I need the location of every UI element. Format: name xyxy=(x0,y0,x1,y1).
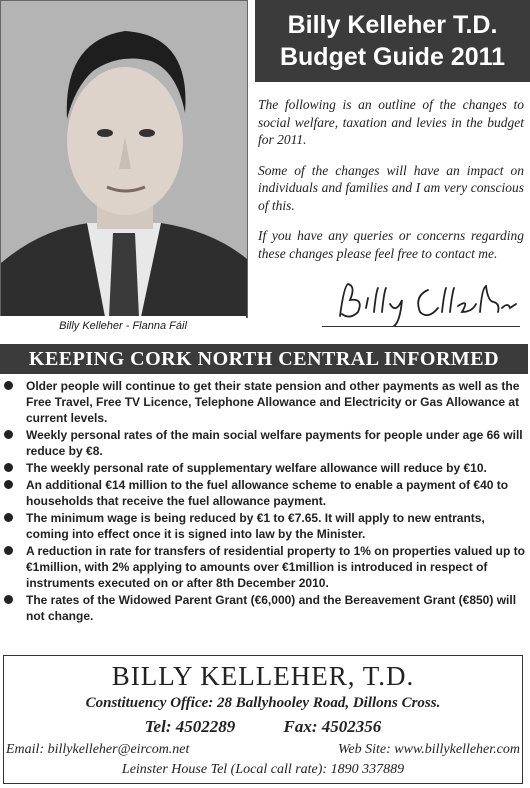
list-item-text: A reduction in rate for transfers of residential property to 1% on properties valued up to €1million, with 2% applying to amounts over €1million is introduced in respect of instruments executed on or after 8th December 2010. xyxy=(26,544,525,590)
list-item-text: Weekly personal rates of the main social welfare payments for people under age 66 will reduce by €8. xyxy=(26,428,523,458)
leinster-house-phone: Leinster House Tel (Local call rate): 1890 337889 xyxy=(121,762,405,777)
list-item-text: The minimum wage is being reduced by €1 to €7.65. It will apply to new entrants, coming into effect once it is signed into law by the Minister. xyxy=(26,511,485,541)
footer-name: BILLY KELLEHER, T.D. xyxy=(111,661,415,691)
email-address[interactable]: Email: billykelleher@eircom.net xyxy=(6,742,190,757)
intro-paragraph: The following is an outline of the changes to social welfare, taxation and levies in the budget for 2011. xyxy=(258,97,524,147)
list-item-text: An additional €14 million to the fuel allowance scheme to enable a payment of €40 to households that receive the fuel allowance payment. xyxy=(26,478,509,508)
title-line-1: Billy Kelleher T.D. xyxy=(287,11,498,39)
list-item-text: The weekly personal rate of supplementary welfare allowance will reduce by €10. xyxy=(26,461,487,475)
list-item-text: Older people will continue to get their state pension and other payments as well as the Free Travel, Free TV Licence, Telephone Allowance and Electricity or Gas Allowance at current levels. xyxy=(26,379,520,425)
bullet-icon xyxy=(4,480,13,489)
list-item xyxy=(4,460,526,476)
list-item xyxy=(4,543,526,591)
photo-caption: Billy Kelleher - Flanna Fáil xyxy=(0,316,246,336)
online-contacts xyxy=(4,740,522,760)
portrait-photo xyxy=(0,0,248,318)
list-item-text: The rates of the Widowed Parent Grant (€6,000) and the Bereavement Grant (€850) will not change. xyxy=(26,593,517,623)
telephone: Tel: 4502289 xyxy=(144,717,236,736)
website-link[interactable]: Web Site: www.billykelleher.com xyxy=(338,742,520,757)
bullet-icon xyxy=(4,513,13,522)
guide-title xyxy=(255,0,530,82)
bullet-icon xyxy=(4,381,13,390)
bullet-icon xyxy=(4,463,13,472)
list-item xyxy=(4,510,526,542)
phone-numbers xyxy=(4,714,522,740)
signature-line xyxy=(322,326,520,327)
contact-footer xyxy=(3,655,523,784)
fax: Fax: 4502356 xyxy=(283,717,382,736)
bullet-icon xyxy=(4,430,13,439)
intro-text xyxy=(258,96,524,275)
office-address: Constituency Office: 28 Ballyhooley Road, Dillons Cross. xyxy=(85,695,441,711)
handwritten-signature xyxy=(330,278,520,328)
list-item xyxy=(4,592,526,624)
intro-paragraph: Some of the changes will have an impact on individuals and families and I am very conscious of this. xyxy=(258,162,524,213)
list-item xyxy=(4,378,526,426)
bullet-icon xyxy=(4,595,13,604)
title-line-2: Budget Guide 2011 xyxy=(279,43,506,71)
list-item xyxy=(4,477,526,509)
budget-changes-list xyxy=(4,378,526,625)
section-header: KEEPING CORK NORTH CENTRAL INFORMED xyxy=(0,344,528,374)
list-item xyxy=(4,427,526,459)
intro-paragraph: If you have any queries or concerns regarding these changes please feel free to contact me. xyxy=(258,228,524,261)
portrait-illustration xyxy=(1,1,247,317)
bullet-icon xyxy=(4,546,13,555)
